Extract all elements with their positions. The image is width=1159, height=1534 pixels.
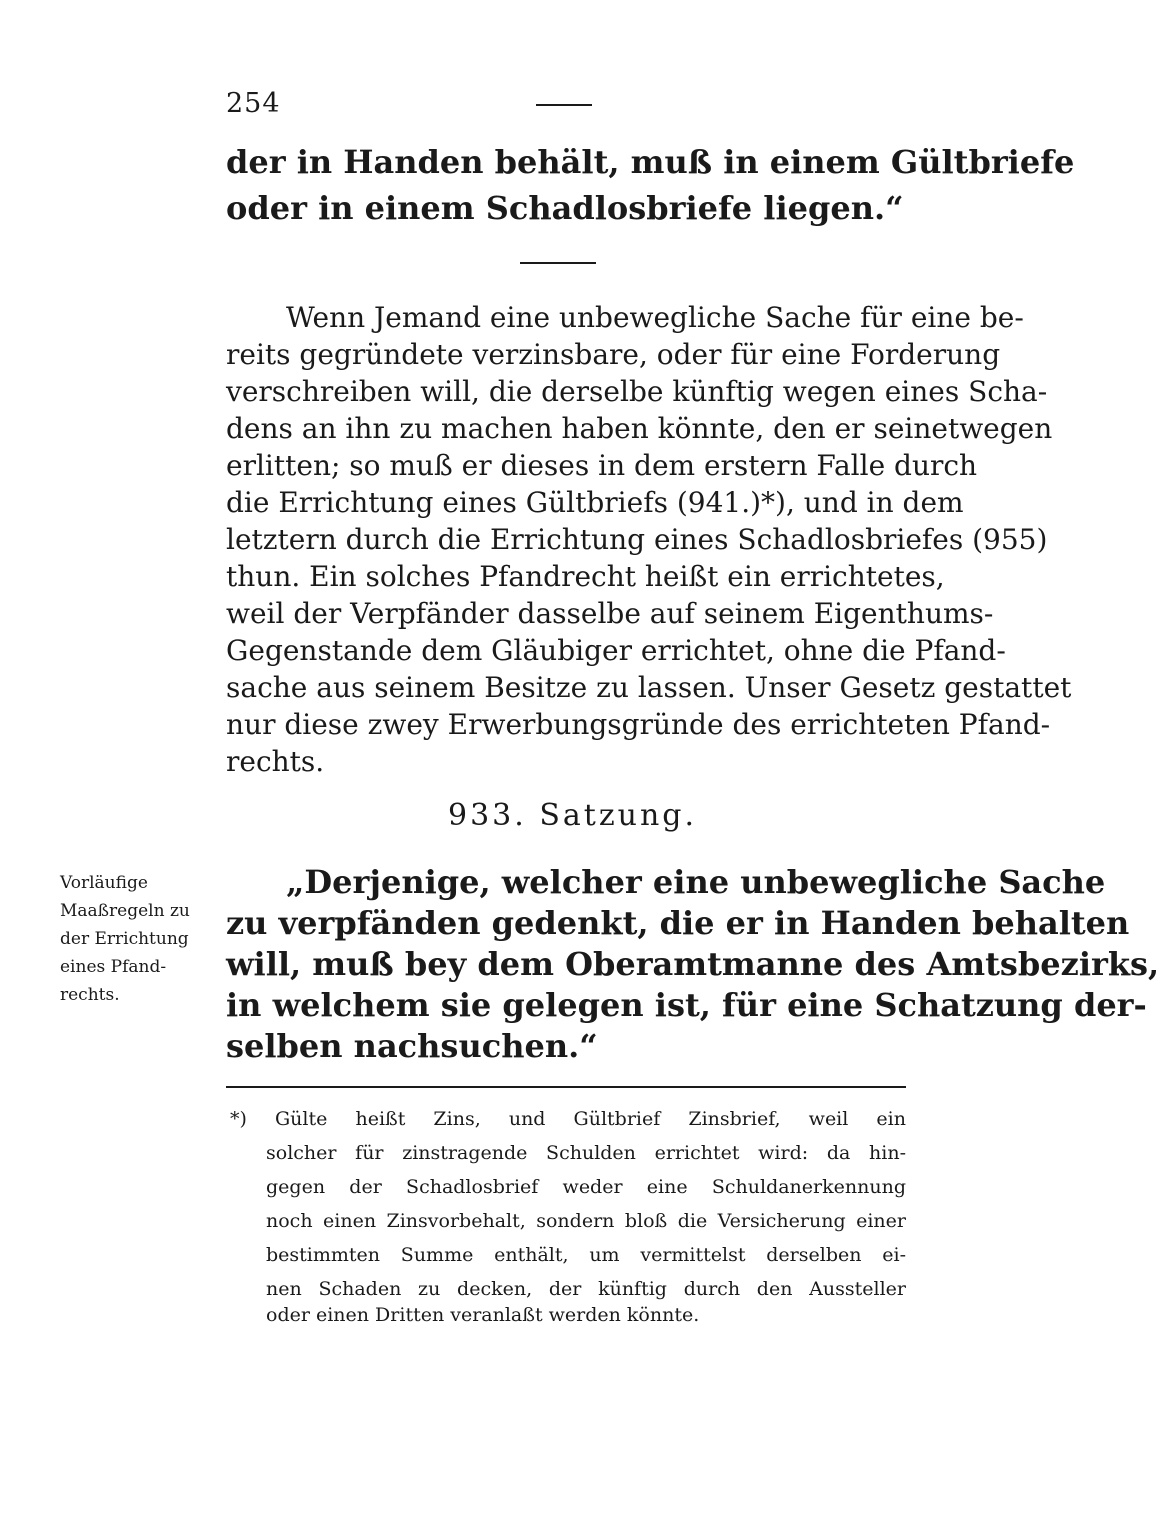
top-quote-line: der in Handen behält, muß in einem Gültbriefe — [226, 143, 1075, 181]
footnote-line: bestimmten Summe enthält, um vermittelst derselben ei- — [266, 1244, 906, 1266]
paragraph-line: verschreiben will, die derselbe künftig wegen eines Scha- — [226, 375, 1048, 408]
margin-note-line: der Errichtung — [60, 929, 189, 949]
footnote-line: nen Schaden zu decken, der künftig durch den Aussteller — [266, 1278, 906, 1300]
section-quote-line: will, muß bey dem Oberamtmanne des Amtsbezirks, — [226, 945, 1159, 983]
paragraph-line: Wenn Jemand eine unbewegliche Sache für eine be- — [286, 301, 1024, 334]
paragraph-line: Gegenstande dem Gläubiger errichtet, ohne die Pfand- — [226, 634, 1006, 667]
margin-note-line: eines Pfand- — [60, 957, 167, 977]
margin-note-line: rechts. — [60, 985, 120, 1005]
header-dash — [536, 104, 592, 106]
footnote-line: *) Gülte heißt Zins, und Gültbrief Zinsbrief, weil ein — [230, 1108, 906, 1130]
paragraph-line: rechts. — [226, 745, 325, 778]
paragraph-line: sache aus seinem Besitze zu lassen. Unser Gesetz gestattet — [226, 671, 1072, 704]
paragraph-line: weil der Verpfänder dasselbe auf seinem Eigenthums- — [226, 597, 994, 630]
footnote-line: solcher für zinstragende Schulden errichtet wird: da hin- — [266, 1142, 906, 1164]
section-quote-line: selben nachsuchen.“ — [226, 1027, 598, 1065]
section-quote-line: zu verpfänden gedenkt, die er in Handen behalten — [226, 904, 1130, 942]
paragraph-line: die Errichtung eines Gültbriefs (941.)*), und in dem — [226, 486, 964, 519]
paragraph-line: thun. Ein solches Pfandrecht heißt ein errichtetes, — [226, 560, 945, 593]
section-quote-line: in welchem sie gelegen ist, für eine Schatzung der- — [226, 986, 1147, 1024]
footnote-line: noch einen Zinsvorbehalt, sondern bloß die Versicherung einer — [266, 1210, 906, 1232]
margin-note-line: Vorläufige — [60, 873, 148, 893]
section-divider — [520, 262, 596, 264]
paragraph-line: erlitten; so muß er dieses in dem erstern Falle durch — [226, 449, 978, 482]
section-quote-line: „Derjenige, welcher eine unbewegliche Sache — [286, 863, 1106, 901]
margin-note-line: Maaßregeln zu — [60, 901, 190, 921]
top-quote-line: oder in einem Schadlosbriefe liegen.“ — [226, 189, 904, 227]
paragraph-line: nur diese zwey Erwerbungsgründe des errichteten Pfand- — [226, 708, 1051, 741]
paragraph-line: reits gegründete verzinsbare, oder für eine Forderung — [226, 338, 1001, 371]
footnote-rule — [226, 1086, 906, 1088]
paragraph-line: letztern durch die Errichtung eines Schadlosbriefes (955) — [226, 523, 1048, 556]
page-number: 254 — [226, 88, 281, 119]
footnote-line: gegen der Schadlosbrief weder eine Schuldanerkennung — [266, 1176, 906, 1198]
footnote-line: oder einen Dritten veranlaßt werden könnte. — [266, 1304, 700, 1326]
section-heading: 933. Satzung. — [448, 798, 698, 833]
paragraph-line: dens an ihn zu machen haben könnte, den er seinetwegen — [226, 412, 1053, 445]
